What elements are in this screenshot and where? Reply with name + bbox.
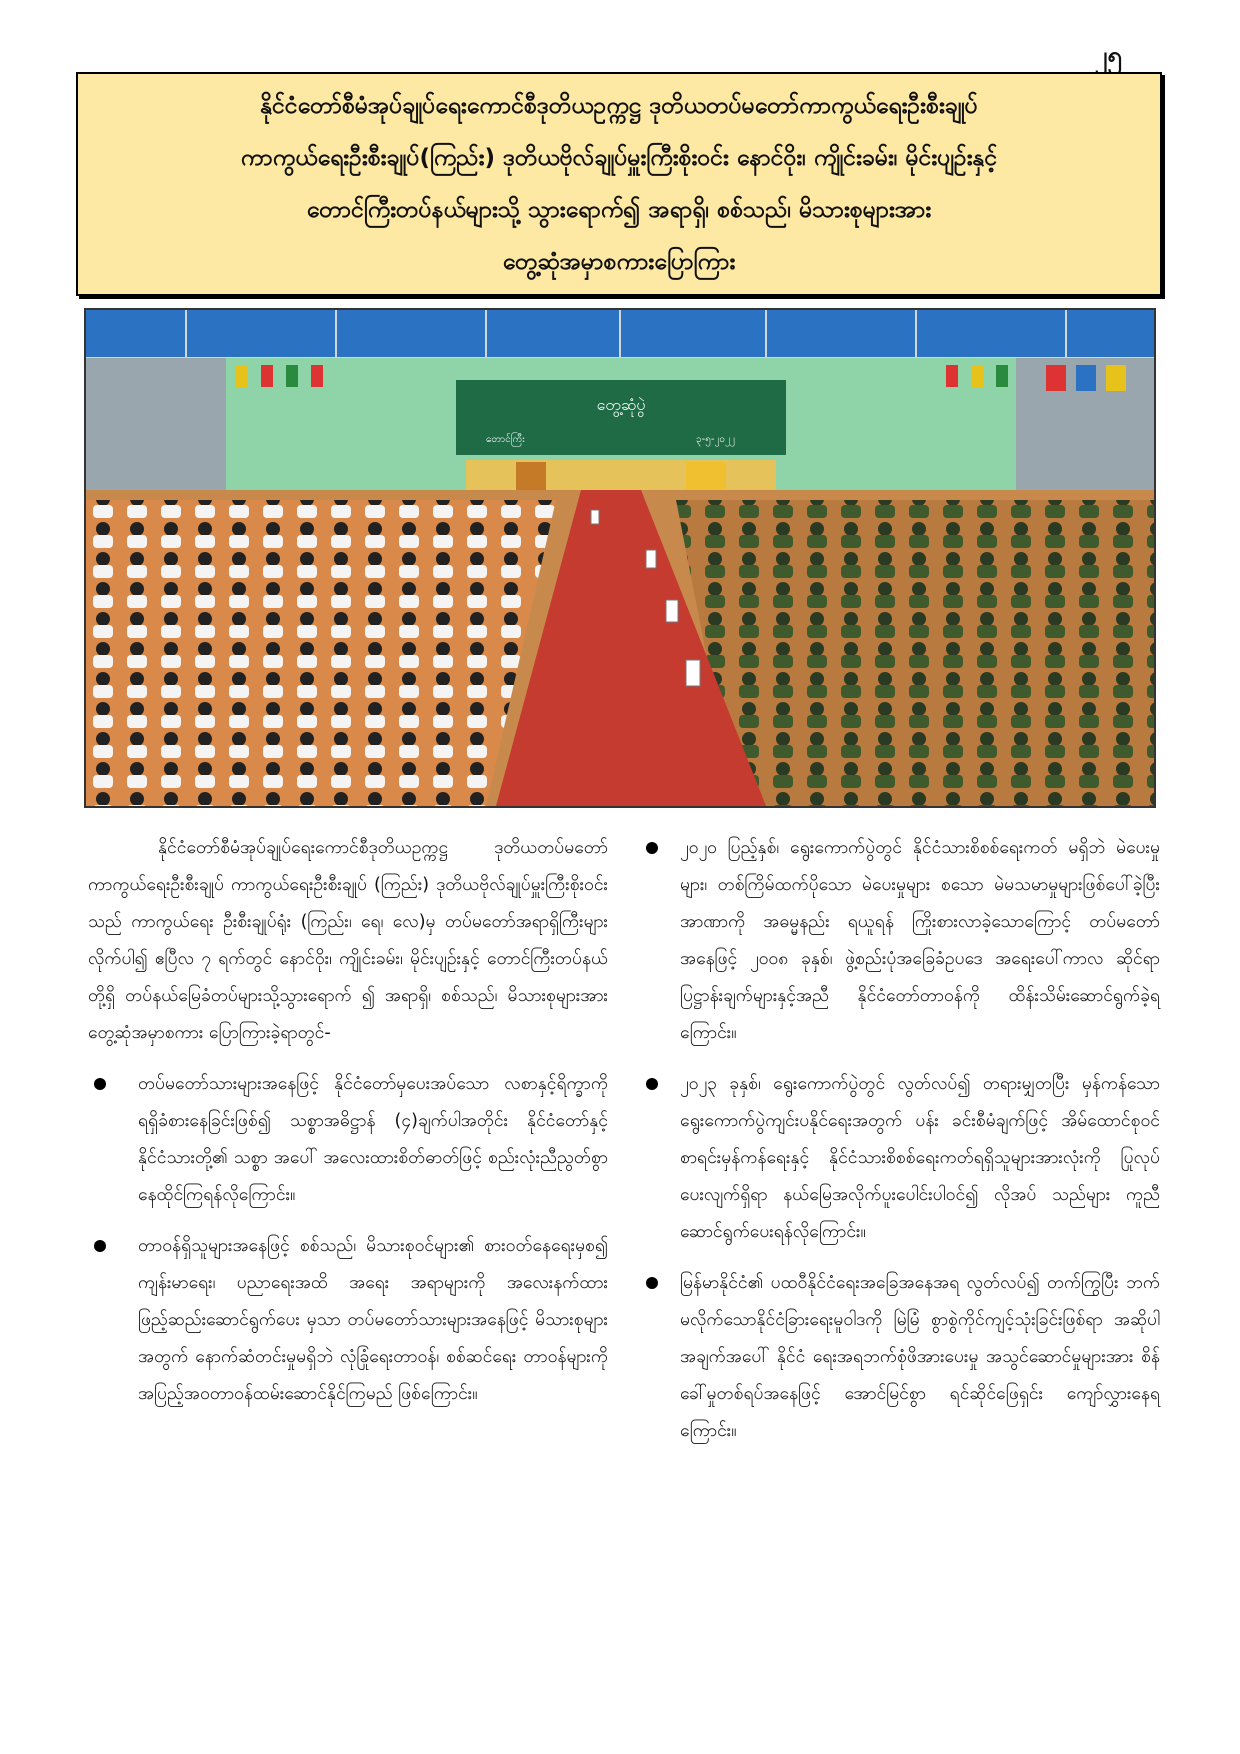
list-item — [88, 1228, 608, 1413]
left-column — [88, 830, 608, 1427]
hall-illustration — [86, 310, 1154, 806]
bullet-text: ၂၀၂၃ ခုနှစ်၊ ရွေးကောက်ပွဲတွင် လွတ်လပ်၍ တရားမျှတပြီး မှန်ကန်သော ရွေးကောက်ပွဲကျင်းပနိုင်ရေးအတွက် ပန်း ခင်းစီမံချက်ဖြင့် အိမ်ထောင်စုဝင်စာရင်းမှန်ကန်ရေးနှင့် နိုင်ငံသားစိစစ်ရေးကတ်ရရှိသူများအားလုံးကို ပြုလုပ် ပေးလျက်ရှိရာ နယ်မြေအလိုက်ပူးပေါင်းပါဝင်၍ လိုအပ် သည်များ ကူညီဆောင်ရွက်ပေးရန်လိုကြောင်း။ — [680, 1074, 1160, 1242]
bullet-text: မြန်မာနိုင်ငံ၏ ပထဝီနိုင်ငံရေးအခြေအနေအရ လွတ်လပ်၍ တက်ကြွပြီး ဘက်မလိုက်သောနိုင်ငံခြားရေးမူဝါဒကို မြဲမြံ စွာစွဲကိုင်ကျင့်သုံးခြင်းဖြစ်ရာ အဆိုပါအချက်အပေါ် နိုင်ငံ ရေးအရဘက်စုံဖိအားပေးမှု အသွင်ဆောင်မှုများအား စိန် ခေါ်မှုတစ်ရပ်အနေဖြင့် အောင်မြင်စွာ ရင်ဆိုင်ဖြေရှင်း ကျော်လွှားနေရကြောင်း။ — [680, 1273, 1160, 1441]
bullet-text: တပ်မတော်သားများအနေဖြင့် နိုင်ငံတော်မှပေးအပ်သော လစာနှင့်ရိက္ခာကို ရရှိခံစားနေခြင်းဖြစ်၍ သစ္စာအဓိဋ္ဌာန် (၄)ချက်ပါအတိုင်း နိုင်ငံတော်နှင့် နိုင်ငံသားတို့၏ သစ္စာ အပေါ် အလေးထားစိတ်ဓာတ်ဖြင့် စည်းလုံးညီညွတ်စွာ နေထိုင်ကြရန်လိုကြောင်း။ — [138, 1074, 608, 1205]
bullet-icon — [94, 1240, 106, 1252]
list-item — [640, 830, 1160, 1052]
banner-left: တောင်ကြီး — [486, 434, 525, 445]
page-number: ၂၅ — [1094, 41, 1122, 71]
bullet-text: ၂၀၂၀ ပြည့်နှစ်၊ ရွေးကောက်ပွဲတွင် နိုင်ငံသားစိစစ်ရေးကတ် မရှိဘဲ မဲပေးမှုများ၊ တစ်ကြိမ်ထက်ပိုသော မဲပေးမှုများ စသော မဲမသမာမှုများဖြစ်ပေါ်ခဲ့ပြီး အာဏာကို အဓမ္မနည်း ရယူရန် ကြိုးစားလာခဲ့သောကြောင့် တပ်မတော်အနေဖြင့် ၂၀၀၈ ခုနှစ်၊ ဖွဲ့စည်းပုံအခြေခံဥပဒေ အရေးပေါ်ကာလ ဆိုင်ရာ ပြဋ္ဌာန်းချက်များနှင့်အညီ နိုင်ငံတော်တာဝန်ကို ထိန်းသိမ်းဆောင်ရွက်ခဲ့ရကြောင်း။ — [680, 838, 1160, 1043]
headline-line-1: နိုင်ငံတော်စီမံအုပ်ချုပ်ရေးကောင်စီဒုတိယဥက္ကဋ္ဌ ဒုတိယတပ်မတော်ကာကွယ်ရေးဦးစီးချုပ် — [260, 93, 978, 119]
intro-paragraph: နိုင်ငံတော်စီမံအုပ်ချုပ်ရေးကောင်စီဒုတိယဥက္ကဋ္ဌ ဒုတိယတပ်မတော်ကာကွယ်ရေးဦးစီးချုပ် ကာကွယ်ရေးဦးစီးချုပ် (ကြည်း) ဒုတိယဗိုလ်ချုပ်မှူးကြီးစိုးဝင်းသည် ကာကွယ်ရေး ဦးစီးချုပ်ရုံး (ကြည်း၊ ရေ၊ လေ)မှ တပ်မတော်အရာရှိကြီးများ လိုက်ပါ၍ ဧပြီလ ၇ ရက်တွင် နောင်ဝိုး၊ ကျိုင်းခမ်း၊ မိုင်းပျဉ်းနှင့် တောင်ကြီးတပ်နယ်တို့ရှိ တပ်နယ်မြေခံတပ်များသို့သွားရောက် ၍ အရာရှိ၊ စစ်သည်၊ မိသားစုများအား တွေ့ဆုံအမှာစကား ပြောကြားခဲ့ရာတွင်- — [88, 838, 608, 1043]
left-bullet-list — [88, 1066, 608, 1413]
bullet-icon — [646, 842, 658, 854]
bullet-icon — [646, 1277, 658, 1289]
headline-line-3: တောင်ကြီးတပ်နယ်များသို့ သွားရောက်၍ အရာရှိ၊ စစ်သည်၊ မိသားစုများအား — [306, 197, 932, 223]
stage — [466, 460, 776, 490]
event-photo — [84, 308, 1156, 808]
right-column — [640, 830, 1160, 1464]
banner-title: တွေ့ဆုံပွဲ — [596, 395, 646, 414]
headline-line-4: တွေ့ဆုံအမှာစကားပြောကြား — [502, 249, 736, 275]
bullet-icon — [646, 1078, 658, 1090]
audience-left — [86, 500, 556, 806]
headline-line-2: ကာကွယ်ရေးဦးစီးချုပ်(ကြည်း) ဒုတိယဗိုလ်ချုပ်မှူးကြီးစိုးဝင်း နောင်ဝိုး၊ ကျိုင်းခမ်း၊ မိုင်းပျဉ်းနှင့် — [240, 145, 998, 171]
headline-box — [76, 72, 1162, 296]
list-item — [88, 1066, 608, 1214]
banner-right: ၃-၅-၂၀၂၂ — [696, 434, 735, 445]
list-item — [640, 1066, 1160, 1251]
bullet-text: တာဝန်ရှိသူများအနေဖြင့် စစ်သည်၊ မိသားစုဝင်များ၏ စားဝတ်နေရေးမှစ၍ ကျန်းမာရေး၊ ပညာရေးအထိ အရေး အရာများကို အလေးနက်ထားဖြည့်ဆည်းဆောင်ရွက်ပေး မှသာ တပ်မတော်သားများအနေဖြင့် မိသားစုများအတွက် နောက်ဆံတင်းမှုမရှိဘဲ လုံခြုံရေးတာဝန်၊ စစ်ဆင်ရေး တာဝန်များကို အပြည့်အဝတာဝန်ထမ်းဆောင်နိုင်ကြမည် ဖြစ်ကြောင်း။ — [138, 1236, 608, 1404]
list-item — [640, 1265, 1160, 1450]
right-bullet-list — [640, 830, 1160, 1450]
bullet-icon — [94, 1078, 106, 1090]
